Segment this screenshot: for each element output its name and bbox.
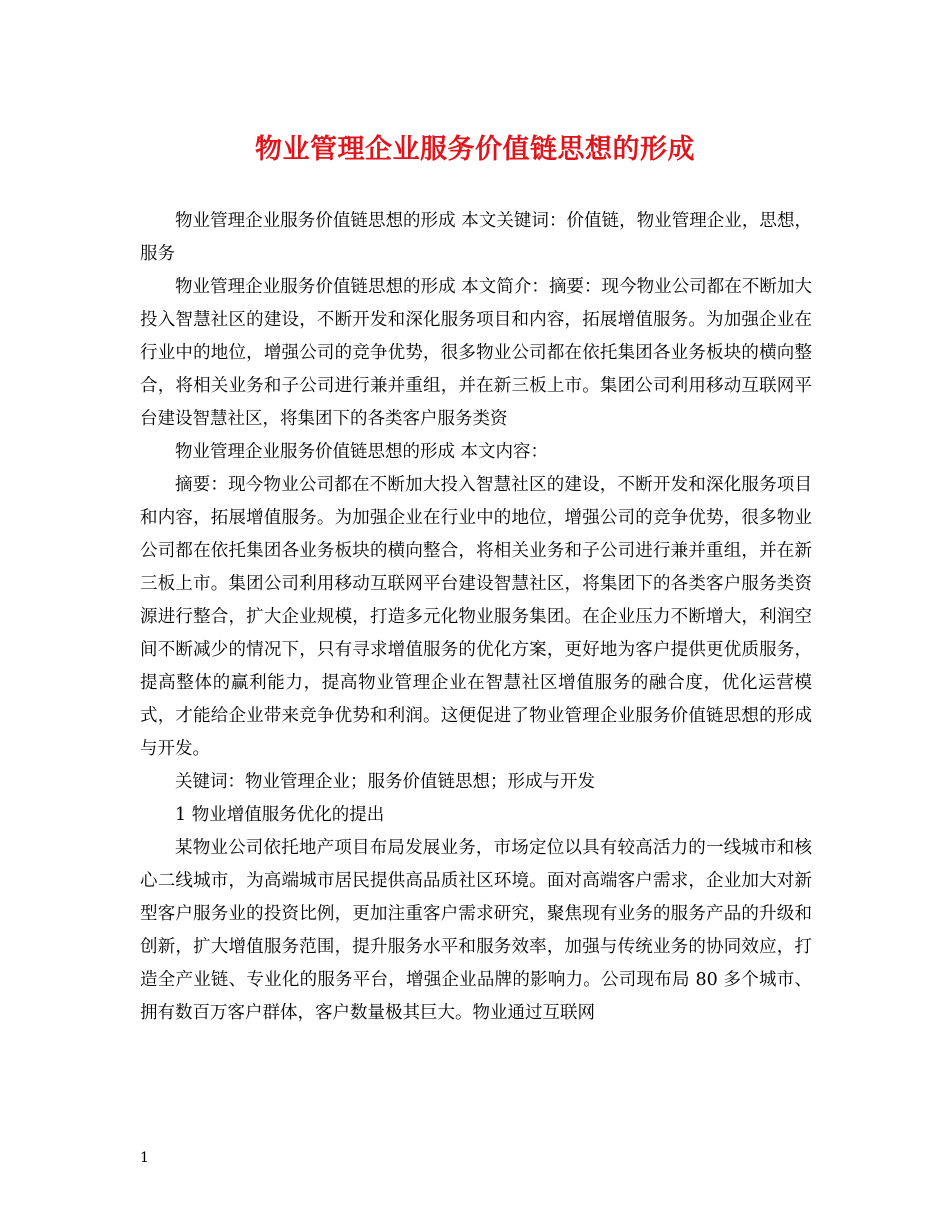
content-intro-paragraph: 物业管理企业服务价值链思想的形成 本文内容：: [175, 442, 549, 462]
keywords-paragraph: 关键词：物业管理企业；服务价值链思想；形成与开发: [175, 772, 595, 792]
page-number: 1: [140, 1150, 149, 1166]
keywords-intro-paragraph: 物业管理企业服务价值链思想的形成 本文关键词：价值链，物业管理企业，思想，服务: [140, 211, 812, 264]
section-heading: 1 物业增值服务优化的提出: [175, 805, 385, 825]
document-title: 物业管理企业服务价值链思想的形成: [255, 134, 695, 165]
abstract-paragraph: 摘要：现今物业公司都在不断加大投入智慧社区的建设，不断开发和深化服务项目和内容，拓展增值服务。为加强企业在行业中的地位，增强公司的竞争优势，很多物业公司都在依托集团各业务板块的横向整合，将相关业务和子公司进行兼并重组，并在新三板上市。集团公司利用移动互联网平台建设智慧社区，将集团下的各类客户服务类资源进行整合，扩大企业规模，打造多元化物业服务集团。在企业压力不断增大，利润空间不断减少的情况下，只有寻求增值服务的优化方案，更好地为客户提供更优质服务，提高整体的赢利能力，提高物业管理企业在智慧社区增值服务的融合度，优化运营模式，才能给企业带来竞争优势和利润。这便促进了物业管理企业服务价值链思想的形成与开发。: [140, 475, 812, 759]
document-body: [140, 205, 812, 1030]
summary-intro-paragraph: 物业管理企业服务价值链思想的形成 本文简介：摘要：现今物业公司都在不断加大投入智慧社区的建设，不断开发和深化服务项目和内容，拓展增值服务。为加强企业在行业中的地位，增强公司的竞争优势，很多物业公司都在依托集团各业务板块的横向整合，将相关业务和子公司进行兼并重组，并在新三板上市。集团公司利用移动互联网平台建设智慧社区，将集团下的各类客户服务类资: [140, 277, 812, 429]
body-paragraph: 某物业公司依托地产项目布局发展业务，市场定位以具有较高活力的一线城市和核心二线城市，为高端城市居民提供高品质社区环境。面对高端客户需求，企业加大对新型客户服务业的投资比例，更加注重客户需求研究，聚焦现有业务的服务产品的升级和创新，扩大增值服务范围，提升服务水平和服务效率，加强与传统业务的协同效应，打造全产业链、专业化的服务平台，增强企业品牌的影响力。公司现布局 80 多个城市、拥有数百万客户群体，客户数量极其巨大。物业通过互联网: [140, 838, 812, 1023]
